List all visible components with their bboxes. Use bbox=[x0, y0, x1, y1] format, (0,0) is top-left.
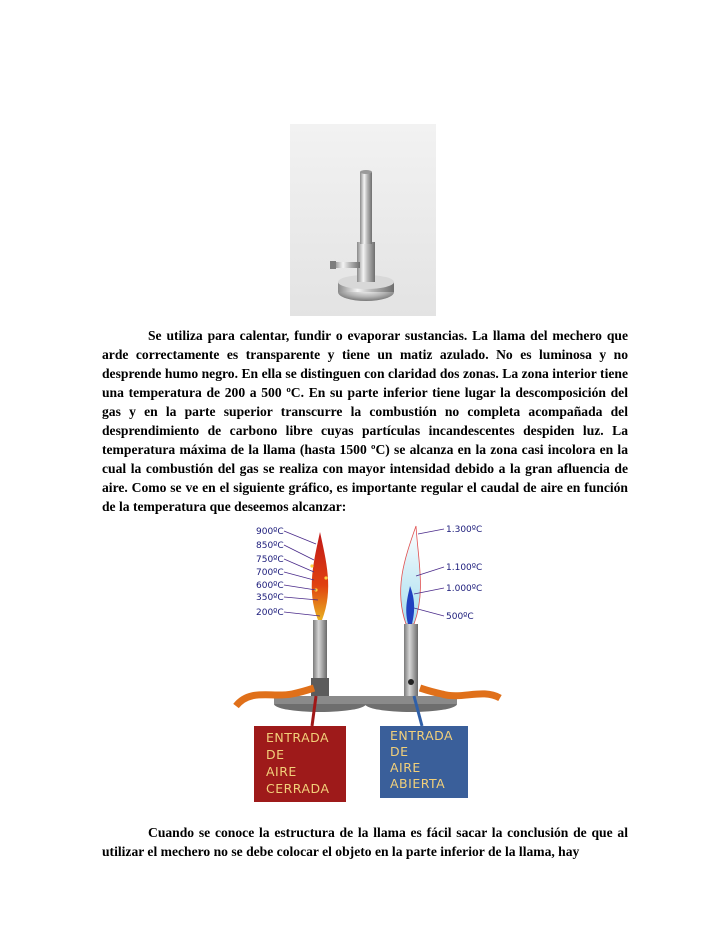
paragraph-description: Se utiliza para calentar, fundir o evaporar sustancias. La llama del mechero que arde correctamente es transparente y tiene un matiz azulado. No es luminosa y no desprende humo negro. En ella se distinguen con claridad dos zonas. La zona interior tiene una temperatura de 200 a 500 ºC. En su parte inferior tiene lugar la descomposición del gas y en la parte superior transcurre la combustión no completa acompañada del desprendimiento de carbono libre cuyas partículas incandescentes despiden luz. La temperatura máxima de la llama (hasta 1500 ºC) se alcanza en la zona casi incolora en la cual la combustión del gas se realiza con mayor intensidad debido a la gran afluencia de aire. Como se ve en el siguiente gráfico, es importante regular el caudal de aire en función de la temperatura que deseemos alcanzar: bbox=[102, 328, 628, 514]
svg-text:850ºC: 850ºC bbox=[256, 541, 284, 551]
svg-text:1.300ºC: 1.300ºC bbox=[446, 525, 483, 535]
svg-text:200ºC: 200ºC bbox=[256, 608, 284, 618]
right-burner-tube bbox=[404, 624, 418, 698]
bunsen-burner-illustration bbox=[290, 124, 436, 316]
bunsen-burner-photo bbox=[290, 124, 436, 316]
svg-text:600ºC: 600ºC bbox=[256, 581, 284, 591]
svg-text:ENTRADA: ENTRADA bbox=[266, 730, 330, 745]
svg-text:750ºC: 750ºC bbox=[256, 555, 284, 565]
svg-text:500ºC: 500ºC bbox=[446, 612, 474, 622]
svg-text:1.000ºC: 1.000ºC bbox=[446, 584, 483, 594]
svg-text:DE: DE bbox=[266, 747, 285, 762]
open-air-temperature-labels bbox=[414, 525, 482, 622]
svg-text:ABIERTA: ABIERTA bbox=[390, 776, 446, 791]
closed-air-temperature-labels bbox=[256, 527, 320, 618]
paragraph-conclusion: Cuando se conoce la estructura de la llama es fácil sacar la conclusión de que al utilizar el mechero no se debe colocar el objeto en la parte inferior de la llama, hay bbox=[102, 825, 628, 859]
svg-text:AIRE: AIRE bbox=[266, 764, 297, 779]
svg-text:350ºC: 350ºC bbox=[256, 593, 284, 603]
svg-text:900ºC: 900ºC bbox=[256, 527, 284, 537]
svg-text:700ºC: 700ºC bbox=[256, 568, 284, 578]
svg-text:CERRADA: CERRADA bbox=[266, 781, 330, 796]
svg-text:AIRE: AIRE bbox=[390, 760, 421, 775]
flame-diagram-svg bbox=[232, 520, 504, 804]
yellow-flame bbox=[312, 532, 328, 620]
flame-temperature-diagram bbox=[232, 520, 504, 804]
svg-text:ENTRADA: ENTRADA bbox=[390, 728, 454, 743]
svg-text:1.100ºC: 1.100ºC bbox=[446, 563, 483, 573]
svg-text:DE: DE bbox=[390, 744, 409, 759]
